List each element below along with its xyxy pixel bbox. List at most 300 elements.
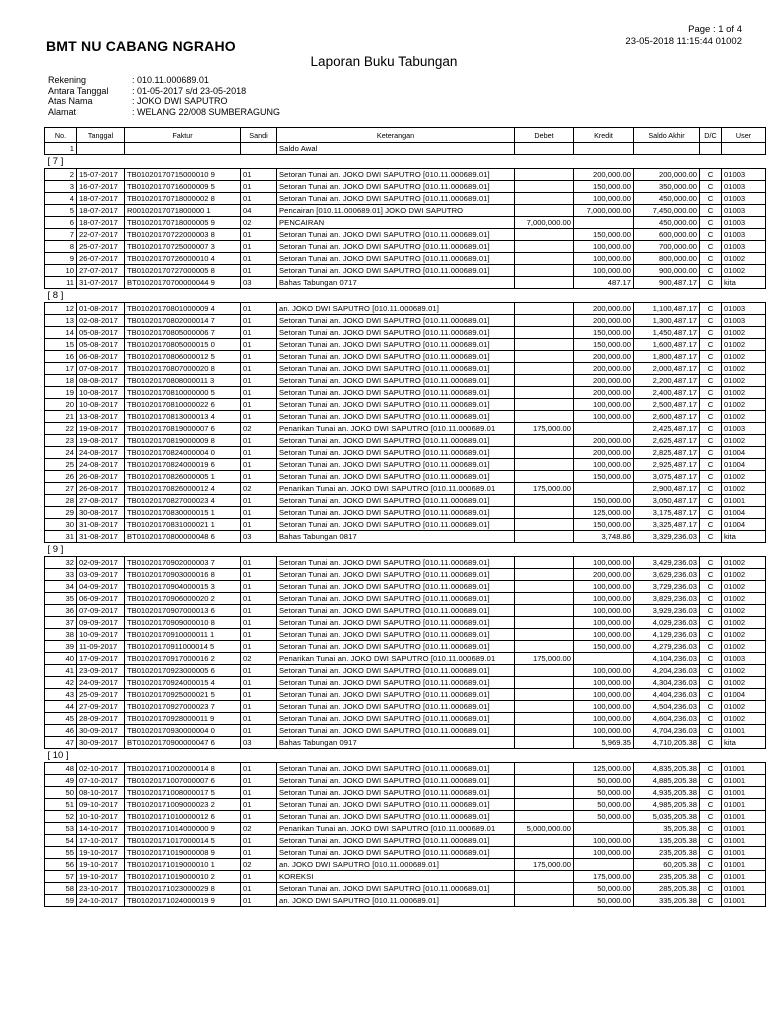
debit-cell: 175,000.00 [515, 653, 574, 665]
dc-cell: C [700, 435, 722, 447]
debit-cell [515, 799, 574, 811]
description-cell: Setoran Tunai an. JOKO DWI SAPUTRO [010.11.000689.01] [277, 689, 515, 701]
print-timestamp: 23-05-2018 11:15:44 01002 [625, 36, 742, 47]
balance-cell: 900,000.00 [634, 265, 700, 277]
description-cell: Bahas Tabungan 0817 [277, 531, 515, 543]
date-cell: 30-08-2017 [77, 507, 125, 519]
code-cell: 01 [241, 883, 277, 895]
code-cell: 02 [241, 217, 277, 229]
balance-cell: 3,075,487.17 [634, 471, 700, 483]
debit-cell [515, 143, 574, 155]
code-cell: 01 [241, 835, 277, 847]
user-cell: 01001 [722, 775, 766, 787]
table-row [45, 459, 766, 471]
date-cell: 27-08-2017 [77, 495, 125, 507]
report-title: Laporan Buku Tabungan [310, 54, 458, 69]
credit-cell: 100,000.00 [574, 265, 634, 277]
balance-cell: 235,205.38 [634, 847, 700, 859]
invoice-cell: TB01020170904000015 3 [125, 581, 241, 593]
row-number: 34 [45, 581, 77, 593]
debit-cell [515, 593, 574, 605]
credit-cell: 175,000.00 [574, 871, 634, 883]
row-number: 48 [45, 763, 77, 775]
table-row [45, 277, 766, 289]
credit-cell: 200,000.00 [574, 315, 634, 327]
dc-cell: C [700, 557, 722, 569]
row-number: 12 [45, 303, 77, 315]
row-number: 42 [45, 677, 77, 689]
dc-cell: C [700, 737, 722, 749]
credit-cell: 200,000.00 [574, 569, 634, 581]
invoice-cell: TB01020170906000020 2 [125, 593, 241, 605]
code-cell: 01 [241, 351, 277, 363]
invoice-cell: TB01020171002000014 8 [125, 763, 241, 775]
invoice-cell: TB01020171024000019 9 [125, 895, 241, 907]
description-cell: Setoran Tunai an. JOKO DWI SAPUTRO [010.11.000689.01] [277, 763, 515, 775]
description-cell: Setoran Tunai an. JOKO DWI SAPUTRO [010.11.000689.01] [277, 351, 515, 363]
date-cell: 09-10-2017 [77, 799, 125, 811]
description-cell: Setoran Tunai an. JOKO DWI SAPUTRO [010.11.000689.01] [277, 581, 515, 593]
invoice-cell: TB01020170819000009 8 [125, 435, 241, 447]
table-row [45, 423, 766, 435]
credit-cell: 7,000,000.00 [574, 205, 634, 217]
description-cell: Bahas Tabungan 0917 [277, 737, 515, 749]
debit-cell [515, 507, 574, 519]
invoice-cell: TB01020171019000010 1 [125, 859, 241, 871]
code-cell: 02 [241, 483, 277, 495]
date-cell: 25-07-2017 [77, 241, 125, 253]
credit-cell: 5,969.35 [574, 737, 634, 749]
dc-cell: C [700, 593, 722, 605]
code-cell: 01 [241, 265, 277, 277]
invoice-cell: TB01020171014000000 9 [125, 823, 241, 835]
debit-cell [515, 883, 574, 895]
code-cell: 01 [241, 895, 277, 907]
balance-cell: 3,729,236.03 [634, 581, 700, 593]
dc-cell: C [700, 375, 722, 387]
row-number: 15 [45, 339, 77, 351]
row-number: 45 [45, 713, 77, 725]
description-cell: Setoran Tunai an. JOKO DWI SAPUTRO [010.11.000689.01] [277, 375, 515, 387]
table-row [45, 519, 766, 531]
user-cell: 01001 [722, 883, 766, 895]
dc-cell: C [700, 895, 722, 907]
balance-cell: 3,929,236.03 [634, 605, 700, 617]
date-cell: 22-07-2017 [77, 229, 125, 241]
month-label: [ 10 ] [47, 750, 69, 761]
credit-cell: 100,000.00 [574, 677, 634, 689]
credit-cell: 50,000.00 [574, 895, 634, 907]
user-cell: 01002 [722, 435, 766, 447]
code-cell: 04 [241, 205, 277, 217]
debit-cell [515, 605, 574, 617]
credit-cell [574, 143, 634, 155]
date-cell: 16-07-2017 [77, 181, 125, 193]
credit-cell: 150,000.00 [574, 519, 634, 531]
debit-cell [515, 315, 574, 327]
meta-label: Alamat [48, 106, 77, 117]
row-number: 31 [45, 531, 77, 543]
balance-cell: 235,205.38 [634, 871, 700, 883]
debit-cell [515, 351, 574, 363]
invoice-cell: TB01020170824000004 0 [125, 447, 241, 459]
invoice-cell: TB01020170805000015 0 [125, 339, 241, 351]
debit-cell [515, 835, 574, 847]
table-row [45, 399, 766, 411]
debit-cell [515, 411, 574, 423]
row-number: 2 [45, 169, 77, 181]
row-number: 46 [45, 725, 77, 737]
ledger-table [44, 127, 766, 907]
debit-cell [515, 339, 574, 351]
credit-cell: 100,000.00 [574, 629, 634, 641]
user-cell: 01003 [722, 315, 766, 327]
table-row [45, 241, 766, 253]
credit-cell [574, 217, 634, 229]
table-row [45, 253, 766, 265]
table-row [45, 763, 766, 775]
debit-cell [515, 641, 574, 653]
table-row [45, 169, 766, 181]
invoice-cell: TB01020170925000021 5 [125, 689, 241, 701]
user-cell: 01001 [722, 763, 766, 775]
code-cell: 01 [241, 447, 277, 459]
balance-cell: 135,205.38 [634, 835, 700, 847]
user-cell: 01003 [722, 193, 766, 205]
table-row [45, 327, 766, 339]
month-group-header [45, 543, 766, 557]
table-row [45, 143, 766, 155]
row-number: 25 [45, 459, 77, 471]
row-number: 14 [45, 327, 77, 339]
date-cell: 05-08-2017 [77, 327, 125, 339]
code-cell: 01 [241, 847, 277, 859]
credit-cell: 125,000.00 [574, 507, 634, 519]
code-cell: 01 [241, 677, 277, 689]
code-cell: 01 [241, 181, 277, 193]
debit-cell [515, 387, 574, 399]
dc-cell: C [700, 169, 722, 181]
debit-cell [515, 811, 574, 823]
description-cell: Setoran Tunai an. JOKO DWI SAPUTRO [010.11.000689.01] [277, 629, 515, 641]
invoice-cell: TB01020170830000015 1 [125, 507, 241, 519]
debit-cell [515, 241, 574, 253]
description-cell: Setoran Tunai an. JOKO DWI SAPUTRO [010.11.000689.01] [277, 181, 515, 193]
invoice-cell: BT01020170700000044 9 [125, 277, 241, 289]
row-number: 29 [45, 507, 77, 519]
invoice-cell: TB01020170727000005 8 [125, 265, 241, 277]
date-cell: 09-09-2017 [77, 617, 125, 629]
row-number: 1 [45, 143, 77, 155]
description-cell: Penarikan Tunai an. JOKO DWI SAPUTRO [010.11.000689.01 [277, 423, 515, 435]
code-cell: 01 [241, 327, 277, 339]
balance-cell: 1,100,487.17 [634, 303, 700, 315]
meta-value: : 010.11.000689.01 [132, 75, 209, 85]
user-cell: 01003 [722, 653, 766, 665]
user-cell: 01001 [722, 787, 766, 799]
invoice-cell: TB01020170927000023 7 [125, 701, 241, 713]
credit-cell [574, 423, 634, 435]
dc-cell: C [700, 253, 722, 265]
code-cell: 01 [241, 339, 277, 351]
meta-value: : WELANG 22/008 SUMBERAGUNG [132, 106, 281, 117]
dc-cell [700, 143, 722, 155]
user-cell: 01003 [722, 241, 766, 253]
invoice-cell: TB01020170923000005 6 [125, 665, 241, 677]
month-label: [ 9 ] [47, 544, 64, 555]
column-header: User [722, 128, 766, 143]
code-cell: 01 [241, 471, 277, 483]
description-cell: Setoran Tunai an. JOKO DWI SAPUTRO [010.11.000689.01] [277, 847, 515, 859]
credit-cell: 125,000.00 [574, 763, 634, 775]
table-row [45, 713, 766, 725]
dc-cell: C [700, 653, 722, 665]
invoice-cell: TB01020170928000011 9 [125, 713, 241, 725]
code-cell: 01 [241, 315, 277, 327]
balance-cell: 600,000.00 [634, 229, 700, 241]
row-number: 59 [45, 895, 77, 907]
credit-cell: 100,000.00 [574, 253, 634, 265]
debit-cell [515, 363, 574, 375]
user-cell: 01001 [722, 847, 766, 859]
description-cell: Setoran Tunai an. JOKO DWI SAPUTRO [010.11.000689.01] [277, 775, 515, 787]
row-number: 8 [45, 241, 77, 253]
dc-cell: C [700, 775, 722, 787]
balance-cell: 4,704,236.03 [634, 725, 700, 737]
date-cell: 02-09-2017 [77, 557, 125, 569]
dc-cell: C [700, 193, 722, 205]
date-cell: 04-09-2017 [77, 581, 125, 593]
code-cell: 01 [241, 363, 277, 375]
balance-cell: 4,885,205.38 [634, 775, 700, 787]
description-cell: Setoran Tunai an. JOKO DWI SAPUTRO [010.11.000689.01] [277, 725, 515, 737]
description-cell: Setoran Tunai an. JOKO DWI SAPUTRO [010.11.000689.01] [277, 241, 515, 253]
code-cell: 02 [241, 823, 277, 835]
description-cell: Setoran Tunai an. JOKO DWI SAPUTRO [010.11.000689.01] [277, 193, 515, 205]
date-cell: 28-09-2017 [77, 713, 125, 725]
row-number: 47 [45, 737, 77, 749]
dc-cell: C [700, 217, 722, 229]
invoice-cell: TB01020171009000023 2 [125, 799, 241, 811]
credit-cell [574, 483, 634, 495]
code-cell: 01 [241, 169, 277, 181]
dc-cell: C [700, 181, 722, 193]
row-number: 24 [45, 447, 77, 459]
invoice-cell: TB01020170930000004 0 [125, 725, 241, 737]
description-cell: Setoran Tunai an. JOKO DWI SAPUTRO [010.11.000689.01] [277, 265, 515, 277]
user-cell: 01001 [722, 495, 766, 507]
date-cell: 07-10-2017 [77, 775, 125, 787]
table-row [45, 677, 766, 689]
balance-cell: 2,900,487.17 [634, 483, 700, 495]
balance-cell: 2,400,487.17 [634, 387, 700, 399]
dc-cell: C [700, 339, 722, 351]
dc-cell: C [700, 423, 722, 435]
user-cell: kita [722, 531, 766, 543]
credit-cell: 100,000.00 [574, 617, 634, 629]
row-number: 39 [45, 641, 77, 653]
debit-cell [515, 895, 574, 907]
user-cell: 01002 [722, 411, 766, 423]
row-number: 53 [45, 823, 77, 835]
invoice-cell [125, 143, 241, 155]
code-cell: 01 [241, 435, 277, 447]
debit-cell [515, 447, 574, 459]
date-cell: 27-09-2017 [77, 701, 125, 713]
address-row [48, 107, 280, 118]
date-cell: 14-10-2017 [77, 823, 125, 835]
meta-label: Rekening [48, 75, 87, 85]
table-row [45, 799, 766, 811]
row-number: 30 [45, 519, 77, 531]
debit-cell [515, 303, 574, 315]
invoice-cell: TB01020170819000007 6 [125, 423, 241, 435]
invoice-cell: TB01020170907000013 6 [125, 605, 241, 617]
user-cell: 01002 [722, 617, 766, 629]
user-cell: 01002 [722, 375, 766, 387]
description-cell: Bahas Tabungan 0717 [277, 277, 515, 289]
invoice-cell: TB01020170722000003 8 [125, 229, 241, 241]
description-cell: Setoran Tunai an. JOKO DWI SAPUTRO [010.11.000689.01] [277, 569, 515, 581]
table-header [45, 128, 766, 143]
table-row [45, 507, 766, 519]
debit-cell [515, 375, 574, 387]
table-row [45, 593, 766, 605]
balance-cell: 3,829,236.03 [634, 593, 700, 605]
description-cell: Setoran Tunai an. JOKO DWI SAPUTRO [010.11.000689.01] [277, 387, 515, 399]
debit-cell [515, 495, 574, 507]
user-cell: 01001 [722, 835, 766, 847]
table-row [45, 701, 766, 713]
balance-cell: 285,205.38 [634, 883, 700, 895]
description-cell: Setoran Tunai an. JOKO DWI SAPUTRO [010.11.000689.01] [277, 557, 515, 569]
code-cell: 01 [241, 725, 277, 737]
dc-cell: C [700, 883, 722, 895]
credit-cell: 150,000.00 [574, 229, 634, 241]
dc-cell: C [700, 315, 722, 327]
table-row [45, 411, 766, 423]
description-cell: Setoran Tunai an. JOKO DWI SAPUTRO [010.11.000689.01] [277, 641, 515, 653]
credit-cell: 100,000.00 [574, 605, 634, 617]
invoice-cell: TB01020171023000029 8 [125, 883, 241, 895]
date-cell: 10-09-2017 [77, 629, 125, 641]
credit-cell [574, 653, 634, 665]
debit-cell [515, 181, 574, 193]
user-cell: 01002 [722, 557, 766, 569]
credit-cell: 50,000.00 [574, 883, 634, 895]
date-cell: 10-10-2017 [77, 811, 125, 823]
row-number: 13 [45, 315, 77, 327]
dc-cell: C [700, 725, 722, 737]
dc-cell: C [700, 763, 722, 775]
balance-cell [634, 143, 700, 155]
table-row [45, 339, 766, 351]
debit-cell [515, 677, 574, 689]
user-cell: 01002 [722, 593, 766, 605]
table-row [45, 617, 766, 629]
code-cell: 01 [241, 557, 277, 569]
date-cell: 24-09-2017 [77, 677, 125, 689]
table-row [45, 363, 766, 375]
dc-cell: C [700, 265, 722, 277]
balance-cell: 2,000,487.17 [634, 363, 700, 375]
user-cell: 01004 [722, 519, 766, 531]
description-cell: Setoran Tunai an. JOKO DWI SAPUTRO [010.11.000689.01] [277, 811, 515, 823]
code-cell: 01 [241, 411, 277, 423]
dc-cell: C [700, 471, 722, 483]
description-cell: an. JOKO DWI SAPUTRO [010.11.000689.01] [277, 895, 515, 907]
user-cell: 01001 [722, 859, 766, 871]
date-cell: 26-08-2017 [77, 471, 125, 483]
balance-cell: 335,205.38 [634, 895, 700, 907]
date-cell: 24-08-2017 [77, 447, 125, 459]
date-cell: 30-09-2017 [77, 725, 125, 737]
column-header: Kredit [574, 128, 634, 143]
balance-cell: 4,935,205.38 [634, 787, 700, 799]
user-cell: 01002 [722, 399, 766, 411]
row-number: 10 [45, 265, 77, 277]
description-cell: Setoran Tunai an. JOKO DWI SAPUTRO [010.11.000689.01] [277, 363, 515, 375]
code-cell: 03 [241, 277, 277, 289]
balance-cell: 2,625,487.17 [634, 435, 700, 447]
description-cell: Setoran Tunai an. JOKO DWI SAPUTRO [010.11.000689.01] [277, 835, 515, 847]
table-row [45, 871, 766, 883]
date-cell: 25-09-2017 [77, 689, 125, 701]
table-row [45, 483, 766, 495]
balance-cell: 3,325,487.17 [634, 519, 700, 531]
invoice-cell: TB01020171017000014 5 [125, 835, 241, 847]
user-cell: kita [722, 737, 766, 749]
table-row [45, 217, 766, 229]
row-number: 16 [45, 351, 77, 363]
column-header: Faktur [125, 128, 241, 143]
row-number: 5 [45, 205, 77, 217]
description-cell: Penarikan Tunai an. JOKO DWI SAPUTRO [010.11.000689.01 [277, 823, 515, 835]
dc-cell: C [700, 519, 722, 531]
description-cell: Setoran Tunai an. JOKO DWI SAPUTRO [010.11.000689.01] [277, 435, 515, 447]
invoice-cell: TB01020170917000016 2 [125, 653, 241, 665]
dc-cell: C [700, 447, 722, 459]
description-cell: Setoran Tunai an. JOKO DWI SAPUTRO [010.11.000689.01] [277, 665, 515, 677]
dc-cell: C [700, 823, 722, 835]
invoice-cell: TB01020171008000017 5 [125, 787, 241, 799]
credit-cell: 100,000.00 [574, 193, 634, 205]
credit-cell: 150,000.00 [574, 495, 634, 507]
debit-cell [515, 277, 574, 289]
row-number: 4 [45, 193, 77, 205]
debit-cell [515, 737, 574, 749]
balance-cell: 2,425,487.17 [634, 423, 700, 435]
row-number: 33 [45, 569, 77, 581]
description-cell: Setoran Tunai an. JOKO DWI SAPUTRO [010.11.000689.01] [277, 593, 515, 605]
date-cell: 18-07-2017 [77, 193, 125, 205]
dc-cell: C [700, 701, 722, 713]
debit-cell [515, 617, 574, 629]
balance-cell: 3,175,487.17 [634, 507, 700, 519]
balance-cell: 200,000.00 [634, 169, 700, 181]
account-number-row [48, 75, 280, 86]
debit-cell [515, 265, 574, 277]
invoice-cell: TB01020170902000003 7 [125, 557, 241, 569]
balance-cell: 4,029,236.03 [634, 617, 700, 629]
dc-cell: C [700, 859, 722, 871]
code-cell: 01 [241, 665, 277, 677]
invoice-cell: TB01020170715000010 9 [125, 169, 241, 181]
credit-cell: 100,000.00 [574, 399, 634, 411]
date-cell: 23-10-2017 [77, 883, 125, 895]
code-cell [241, 143, 277, 155]
dc-cell: C [700, 277, 722, 289]
